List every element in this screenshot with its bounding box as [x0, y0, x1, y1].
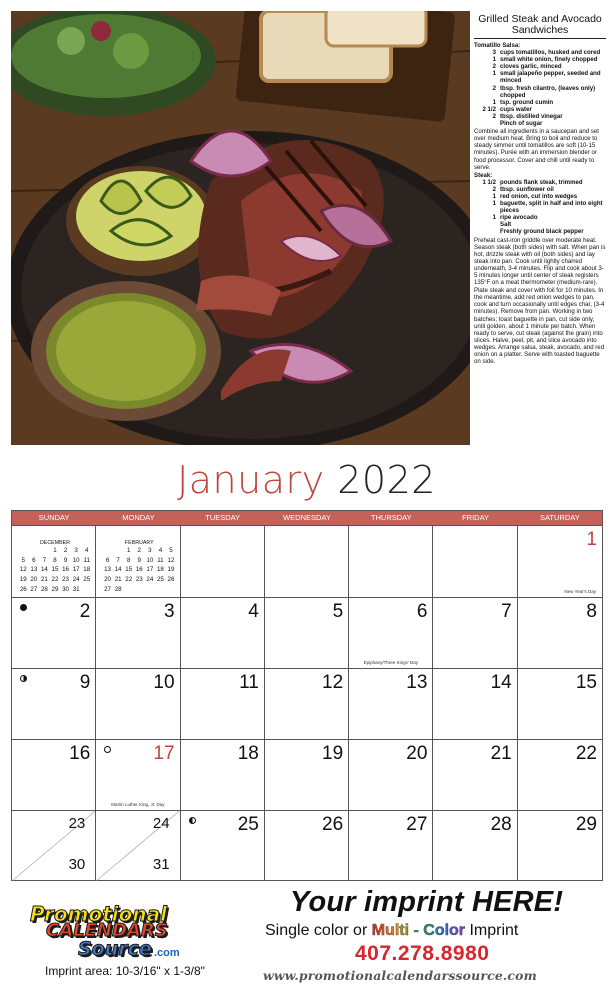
mini-day: 20 — [30, 576, 38, 584]
tomatillo-directions: Combine all ingredients in a saucepan and set over medium heat. Bring to boil and reduce to steady simmer until tomatillos are soft (10-15 minutes). Purée with an immersion blender or food processor. Cover and chill until ready to serve. — [474, 128, 600, 171]
month-title — [0, 458, 613, 502]
ingredient-quantity: 1 — [492, 70, 496, 78]
ingredient-quantity — [474, 228, 500, 235]
ingredient-row — [474, 179, 606, 186]
mini-day: 3 — [74, 547, 78, 554]
imprint-color-options — [265, 922, 518, 940]
mini-day: 11 — [83, 556, 90, 564]
day-cell-split — [12, 810, 96, 881]
ingredient-text: tsp. ground cumin — [500, 98, 554, 106]
multi-color-text: Multi - Color — [371, 922, 466, 939]
day-cell — [181, 597, 265, 668]
ingredient-quantity: 2 — [492, 112, 496, 120]
weekday-label: FRIDAY — [462, 513, 490, 522]
ingredient-quantity: 1 — [492, 56, 496, 64]
mini-calendar-february — [102, 540, 176, 595]
mini-day: 23 — [62, 576, 69, 584]
mini-day: 17 — [72, 566, 80, 574]
day-number: 25 — [237, 814, 259, 835]
steak-directions-1: Preheat cast-iron griddle over moderate heat. Season steak (both sides) with salt. When pan is hot, drizzle steak with oil (both sides) and lay steak into pan. Cook until lightly charred underneath, 3-4 minutes. Flip and cook about 3-5 minutes longer until center of steak registers 135°F on a meat thermometer (medium-rare). — [474, 236, 606, 287]
mini-day: 19 — [167, 566, 175, 574]
logo-word-promotional: Promotional — [30, 902, 167, 926]
ingredient-quantity — [474, 120, 500, 127]
mini-day — [18, 547, 29, 556]
mini-day: 10 — [72, 556, 80, 564]
ingredient-row — [474, 106, 606, 113]
day-cell — [518, 597, 602, 668]
day-number: 18 — [237, 743, 259, 764]
day-number: 2 — [79, 601, 91, 622]
mini-day — [113, 547, 124, 556]
mini-day — [166, 586, 177, 595]
ingredient-row — [474, 120, 606, 127]
mini-day: 16 — [135, 566, 143, 574]
steak-ingredients — [474, 179, 606, 236]
weekday-header — [12, 511, 602, 525]
holiday-label: New Year's Day — [564, 589, 596, 594]
day-number: 22 — [575, 743, 597, 764]
ingredient-row — [474, 200, 606, 214]
mini-day: 25 — [83, 576, 91, 584]
ingredient-text: baguette, split in half and into eight pieces — [500, 200, 603, 215]
day-number: 12 — [322, 672, 344, 693]
ingredient-text: Freshly ground black pepper — [500, 228, 584, 236]
mini-day: 5 — [169, 547, 173, 554]
mini-day: 12 — [19, 566, 27, 574]
mini-day: 21 — [114, 576, 122, 584]
ingredient-quantity: 1 — [492, 214, 496, 222]
weekday-label: SUNDAY — [38, 513, 70, 522]
mini-day: 4 — [84, 547, 89, 554]
ingredient-row — [474, 49, 606, 56]
mini-day: 21 — [40, 576, 48, 584]
mini-day — [134, 586, 145, 595]
ingredient-row — [474, 186, 606, 193]
ingredient-quantity: 3 — [492, 49, 496, 57]
mini-day — [39, 547, 50, 556]
day-number: 27 — [406, 814, 428, 835]
mini-day — [81, 586, 92, 595]
mini-day — [155, 586, 166, 595]
mini-day: 5 — [21, 556, 25, 564]
steak-directions-2: Plate steak and cover with foil for 10 minutes. In the meantime, add red onion wedges to pan, cook and turn occasionally until edges char, (3-4 minutes). Remove from pan. Working in two batches; toast baguette in pan, cut side only, until golden, about 1 minute per batch. When ready to serve, cut steak (against the grain) into slices. Halve, peel, pit, and slice avocado into wedges. Arrange salsa, steak, avocado, and red onion on a platter. Serve with toasted baguette on side. — [474, 287, 605, 366]
ingredient-text: small jalapeño pepper, seeded and minced — [500, 70, 601, 85]
mini-day: 6 — [32, 556, 36, 564]
day-number: 4 — [248, 601, 259, 622]
day-cell-empty — [349, 525, 433, 597]
day-cell — [349, 668, 433, 739]
mini-day — [29, 547, 40, 556]
first-quarter-moon-icon — [20, 675, 27, 682]
tomatillo-ingredients — [474, 49, 606, 127]
ingredient-row — [474, 63, 606, 70]
ingredient-text: ripe avocado — [500, 214, 538, 222]
mini-day: 14 — [40, 566, 48, 574]
day-number: 15 — [575, 672, 597, 693]
day-number: 13 — [406, 672, 428, 693]
logo-word-source: Source — [78, 938, 152, 960]
mini-day: 24 — [72, 576, 80, 584]
single-color-text: Single color or — [265, 922, 372, 939]
steak-header: Steak: — [474, 171, 493, 179]
recipe-panel — [474, 14, 606, 442]
day-cell — [349, 739, 433, 810]
mini-day: 23 — [135, 576, 143, 584]
mini-day: 24 — [146, 576, 154, 584]
day-number: 16 — [69, 743, 91, 764]
mini-day: 10 — [146, 556, 154, 564]
imprint-footer — [0, 884, 613, 1000]
ingredient-row — [474, 113, 606, 120]
mini-day: 2 — [137, 547, 141, 554]
imprint-word: Imprint — [465, 922, 519, 939]
mini-day: 8 — [126, 556, 131, 564]
phone-number[interactable]: 407.278.8980 — [355, 942, 490, 965]
weeks — [12, 525, 602, 881]
day-cell — [433, 739, 517, 810]
day-cell — [349, 810, 433, 881]
ingredient-row — [474, 85, 606, 99]
weekday-label: SATURDAY — [539, 513, 580, 522]
day-number: 5 — [332, 601, 344, 622]
ingredient-row — [474, 70, 606, 84]
holiday-label: Epiphany/Three Kings' Day — [363, 660, 418, 665]
day-number: 24 — [152, 815, 170, 832]
day-number: 3 — [163, 601, 175, 622]
day-cell — [181, 810, 265, 881]
mini-day: 22 — [51, 576, 59, 584]
day-number: 23 — [68, 815, 86, 832]
ingredient-quantity: 2 — [492, 63, 496, 71]
imprint-headline: Your imprint HERE! — [290, 886, 564, 918]
ingredient-text: cloves garlic, minced — [500, 63, 562, 71]
ingredient-text: tbsp. sunflower oil — [500, 185, 554, 193]
ingredient-row — [474, 214, 606, 221]
logo-word-com: .com — [154, 947, 180, 959]
mini-day: 26 — [167, 576, 175, 584]
ingredient-text: tbsp. fresh cilantro, (leaves only) chopped — [500, 84, 596, 99]
day-cell — [12, 668, 96, 739]
mini-calendar-title: FEBRUARY — [124, 540, 154, 546]
day-cell — [12, 739, 96, 810]
mini-day: 22 — [125, 576, 133, 584]
weekday-label: TUESDAY — [205, 513, 241, 522]
ingredient-quantity — [474, 221, 500, 228]
steak-platter-image — [11, 11, 470, 445]
recipe-title: Grilled Steak and Avocado Sandwiches — [478, 14, 602, 36]
day-number: 1 — [586, 529, 597, 550]
mini-calendar-december — [18, 540, 92, 595]
mini-day: 12 — [167, 556, 175, 564]
mini-calendar-days — [102, 547, 176, 595]
day-number: 11 — [239, 672, 259, 693]
day-number: 7 — [501, 601, 512, 622]
ingredient-text: cups tomatillos, husked and cored — [500, 49, 601, 57]
mini-calendar-days — [18, 547, 92, 595]
day-number: 29 — [575, 814, 597, 835]
day-number: 9 — [79, 672, 91, 693]
mini-day: 1 — [126, 547, 131, 554]
ingredient-quantity: 2 — [492, 84, 496, 92]
mini-day: 27 — [30, 585, 38, 593]
mini-day: 29 — [51, 585, 59, 593]
full-moon-icon — [104, 746, 111, 753]
day-cell — [265, 597, 349, 668]
day-cell — [265, 668, 349, 739]
day-number: 26 — [322, 814, 344, 835]
day-cell — [433, 810, 517, 881]
ingredient-text: Salt — [500, 221, 512, 229]
day-cell-empty — [433, 525, 517, 597]
day-cell-empty — [265, 525, 349, 597]
mini-day: 16 — [62, 566, 69, 574]
day-cell-empty — [181, 525, 265, 597]
holiday-label: Martin Luther King, Jr. Day — [111, 802, 165, 807]
ingredient-row — [474, 56, 606, 63]
ingredient-quantity: 1 — [492, 98, 496, 106]
mini-day: 9 — [137, 556, 141, 564]
ingredient-text: pounds flank steak, trimmed — [500, 178, 583, 186]
day-number: 20 — [406, 743, 428, 764]
day-cell — [265, 739, 349, 810]
day-number: 31 — [152, 856, 170, 873]
day-cell-prev-month — [12, 525, 96, 597]
mini-day: 1 — [53, 547, 57, 554]
weekday-label: MONDAY — [122, 513, 155, 522]
mini-day: 13 — [30, 566, 38, 574]
mini-day: 7 — [116, 556, 120, 564]
day-cell — [96, 668, 180, 739]
ingredient-row — [474, 228, 606, 235]
ingredient-text: red onion, cut into wedges — [500, 192, 578, 200]
mini-day: 15 — [125, 566, 133, 574]
day-number: 6 — [416, 601, 428, 622]
ingredient-text: Pinch of sugar — [500, 120, 543, 128]
day-number: 21 — [490, 743, 512, 764]
mini-calendar-title: DECEMBER — [39, 540, 71, 546]
mini-day: 20 — [104, 576, 111, 584]
website-link[interactable]: www.promotionalcalendarssource.com — [263, 968, 537, 983]
calendar-grid — [11, 510, 603, 881]
day-number: 14 — [490, 672, 512, 693]
imprint-area-text: Imprint area: 10-3/16" x 1-3/8" — [45, 964, 205, 978]
mini-day: 28 — [114, 585, 122, 593]
mini-day: 8 — [53, 556, 57, 564]
day-number: 17 — [153, 743, 175, 764]
tomatillo-header: Tomatillo Salsa: — [474, 42, 521, 49]
day-cell — [96, 739, 180, 810]
ingredient-row — [474, 193, 606, 200]
recipe-divider — [474, 38, 606, 39]
mini-day: 7 — [42, 556, 47, 564]
month-year: 2022 — [337, 458, 436, 502]
day-number: 8 — [586, 601, 597, 622]
mini-day: 4 — [158, 547, 163, 554]
mini-day: 30 — [62, 585, 69, 593]
day-cell — [433, 668, 517, 739]
ingredient-row — [474, 221, 606, 228]
mini-day: 6 — [105, 556, 110, 564]
day-cell — [96, 597, 180, 668]
day-cell — [518, 668, 602, 739]
mini-day — [145, 586, 156, 595]
mini-day: 27 — [104, 585, 111, 593]
ingredient-text: small white onion, finely chopped — [500, 56, 598, 64]
weekday-label: THURSDAY — [370, 513, 412, 522]
day-cell — [349, 597, 433, 668]
weekday-label: WEDNESDAY — [283, 513, 331, 522]
mini-day — [123, 586, 134, 595]
mini-day: 18 — [156, 566, 164, 574]
ingredient-quantity: 1 1/2 — [482, 178, 496, 186]
ingredient-quantity: 1 — [492, 200, 496, 208]
day-cell — [181, 668, 265, 739]
day-number: 19 — [322, 743, 344, 764]
ingredient-quantity: 2 — [492, 185, 496, 193]
logo-word-calendars: CALENDARS — [46, 920, 168, 941]
day-number: 30 — [68, 856, 86, 873]
mini-day: 3 — [148, 547, 152, 554]
mini-day: 13 — [104, 566, 111, 574]
month-name: January — [177, 458, 325, 502]
day-cell-next-month — [96, 525, 180, 597]
day-cell — [518, 810, 602, 881]
mini-day: 25 — [156, 576, 164, 584]
day-number: 28 — [490, 814, 512, 835]
company-logo — [30, 898, 240, 958]
mini-day: 26 — [19, 585, 27, 593]
new-moon-icon — [20, 604, 27, 611]
mini-day — [102, 547, 113, 556]
mini-day: 11 — [157, 556, 164, 564]
mini-day: 2 — [63, 547, 68, 554]
day-cell — [12, 597, 96, 668]
last-quarter-moon-icon — [189, 817, 196, 824]
day-number: 10 — [153, 672, 175, 693]
day-cell — [433, 597, 517, 668]
mini-day: 19 — [19, 576, 27, 584]
ingredient-text: tbsp. distilled vinegar — [500, 112, 563, 120]
day-cell — [181, 739, 265, 810]
mini-day: 9 — [63, 556, 68, 564]
mini-day: 31 — [72, 585, 80, 593]
mini-day: 15 — [51, 566, 59, 574]
ingredient-text: cups water — [500, 105, 532, 113]
ingredient-row — [474, 99, 606, 106]
mini-day: 18 — [83, 566, 91, 574]
mini-day: 14 — [114, 566, 122, 574]
mini-day: 17 — [146, 566, 154, 574]
ingredient-quantity: 2 1/2 — [482, 105, 496, 113]
recipe-photo — [11, 11, 470, 445]
day-cell — [518, 739, 602, 810]
day-cell-split — [96, 810, 180, 881]
ingredient-quantity: 1 — [492, 192, 496, 200]
mini-day: 28 — [40, 585, 48, 593]
day-cell — [518, 525, 602, 597]
day-cell — [265, 810, 349, 881]
